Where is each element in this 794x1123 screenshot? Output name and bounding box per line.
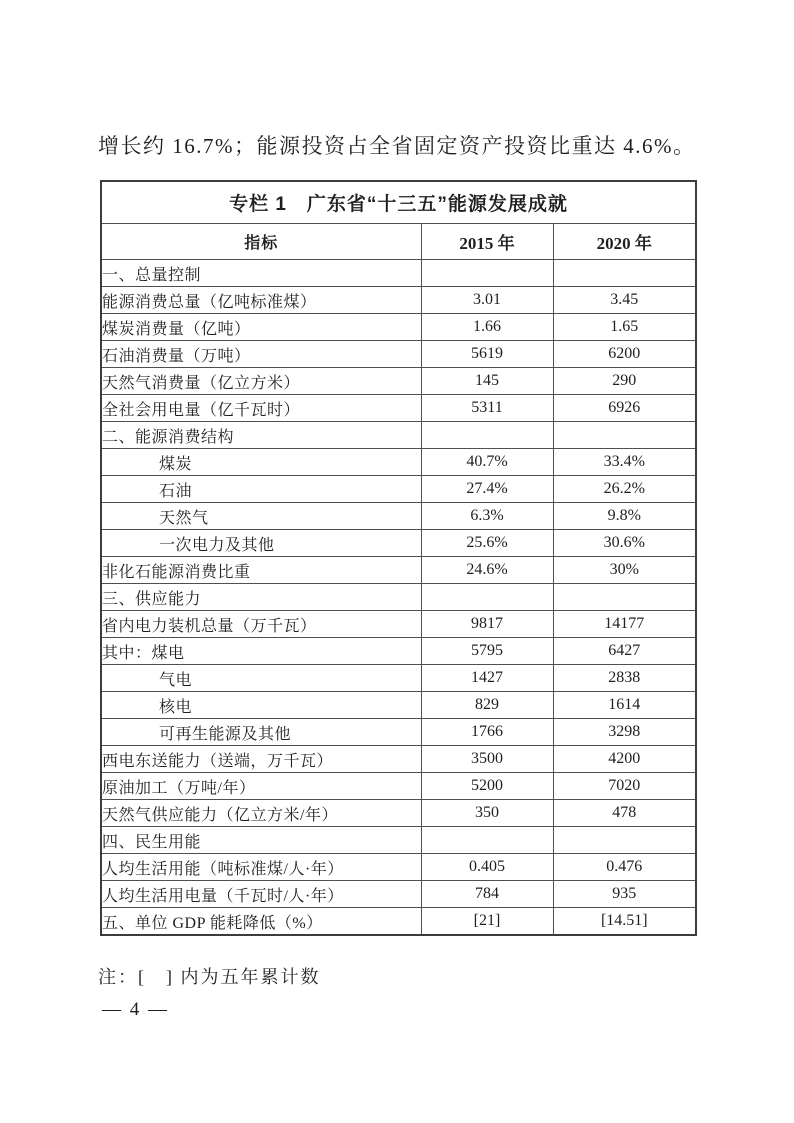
indicator-cell: 非化石能源消费比重 <box>101 557 421 584</box>
value-2020-cell: 0.476 <box>553 854 696 881</box>
indicator-cell: 核电 <box>101 692 421 719</box>
table-row <box>101 476 696 503</box>
column-header-indicator: 指标 <box>101 224 421 260</box>
value-2020-cell: 3298 <box>553 719 696 746</box>
value-2020-cell: 26.2% <box>553 476 696 503</box>
value-2020-cell: 6427 <box>553 638 696 665</box>
table-row <box>101 287 696 314</box>
indicator-cell: 石油消费量（万吨） <box>101 341 421 368</box>
value-2020-cell: 6200 <box>553 341 696 368</box>
indicator-cell: 天然气供应能力（亿立方米/年） <box>101 800 421 827</box>
table-row <box>101 665 696 692</box>
column-header-2015: 2015 年 <box>421 224 553 260</box>
value-2015-cell: 3500 <box>421 746 553 773</box>
value-2015-cell <box>421 584 553 611</box>
value-2020-cell: 3.45 <box>553 287 696 314</box>
table-row <box>101 557 696 584</box>
table-body <box>101 260 696 936</box>
indicator-cell: 三、供应能力 <box>101 584 421 611</box>
table-footnote: 注：[ ] 内为五年累计数 <box>98 967 321 987</box>
indicator-cell: 一次电力及其他 <box>101 530 421 557</box>
intro-paragraph: 增长约 16.7%；能源投资占全省固定资产投资比重达 4.6%。 <box>98 134 696 158</box>
value-2020-cell: 7020 <box>553 773 696 800</box>
value-2015-cell <box>421 422 553 449</box>
value-2020-cell: 30.6% <box>553 530 696 557</box>
indicator-cell: 石油 <box>101 476 421 503</box>
page-number: — 4 — <box>102 999 169 1020</box>
table-row <box>101 530 696 557</box>
value-2020-cell: 4200 <box>553 746 696 773</box>
value-2015-cell: 24.6% <box>421 557 553 584</box>
value-2015-cell: 25.6% <box>421 530 553 557</box>
table-row <box>101 395 696 422</box>
value-2020-cell: 2838 <box>553 665 696 692</box>
indicator-cell: 煤炭 <box>101 449 421 476</box>
value-2015-cell: 829 <box>421 692 553 719</box>
table-row <box>101 314 696 341</box>
value-2015-cell: 1427 <box>421 665 553 692</box>
value-2020-cell: 290 <box>553 368 696 395</box>
table-row <box>101 854 696 881</box>
table-row <box>101 827 696 854</box>
table-row <box>101 341 696 368</box>
indicator-cell: 原油加工（万吨/年） <box>101 773 421 800</box>
value-2015-cell: 1766 <box>421 719 553 746</box>
value-2020-cell <box>553 584 696 611</box>
table-row <box>101 692 696 719</box>
table-row <box>101 368 696 395</box>
table-row <box>101 611 696 638</box>
indicator-cell: 二、能源消费结构 <box>101 422 421 449</box>
value-2015-cell: 9817 <box>421 611 553 638</box>
value-2015-cell: 5619 <box>421 341 553 368</box>
indicator-cell: 一、总量控制 <box>101 260 421 287</box>
table-row <box>101 422 696 449</box>
indicator-cell: 人均生活用电量（千瓦时/人·年） <box>101 881 421 908</box>
table-row <box>101 584 696 611</box>
indicator-cell: 煤炭消费量（亿吨） <box>101 314 421 341</box>
indicator-cell: 天然气 <box>101 503 421 530</box>
indicator-cell: 能源消费总量（亿吨标准煤） <box>101 287 421 314</box>
value-2020-cell: 1.65 <box>553 314 696 341</box>
value-2015-cell: 145 <box>421 368 553 395</box>
value-2020-cell: [14.51] <box>553 908 696 936</box>
table-row <box>101 773 696 800</box>
value-2015-cell <box>421 827 553 854</box>
indicator-cell: 气电 <box>101 665 421 692</box>
value-2015-cell: [21] <box>421 908 553 936</box>
table-row <box>101 800 696 827</box>
table-row <box>101 881 696 908</box>
value-2020-cell <box>553 260 696 287</box>
value-2015-cell: 40.7% <box>421 449 553 476</box>
indicator-cell: 四、民生用能 <box>101 827 421 854</box>
table-title: 专栏 1 广东省“十三五”能源发展成就 <box>101 181 696 224</box>
value-2015-cell: 350 <box>421 800 553 827</box>
value-2015-cell: 0.405 <box>421 854 553 881</box>
value-2020-cell <box>553 422 696 449</box>
value-2020-cell: 478 <box>553 800 696 827</box>
table-row <box>101 449 696 476</box>
value-2020-cell <box>553 827 696 854</box>
indicator-cell: 人均生活用能（吨标准煤/人·年） <box>101 854 421 881</box>
value-2015-cell <box>421 260 553 287</box>
value-2015-cell: 27.4% <box>421 476 553 503</box>
indicator-cell: 其中：煤电 <box>101 638 421 665</box>
value-2015-cell: 5200 <box>421 773 553 800</box>
indicator-cell: 五、单位 GDP 能耗降低（%） <box>101 908 421 936</box>
value-2020-cell: 1614 <box>553 692 696 719</box>
value-2015-cell: 3.01 <box>421 287 553 314</box>
value-2020-cell: 935 <box>553 881 696 908</box>
value-2015-cell: 6.3% <box>421 503 553 530</box>
indicator-cell: 西电东送能力（送端，万千瓦） <box>101 746 421 773</box>
indicator-cell: 可再生能源及其他 <box>101 719 421 746</box>
value-2015-cell: 5311 <box>421 395 553 422</box>
energy-achievements-table <box>100 180 697 936</box>
indicator-cell: 天然气消费量（亿立方米） <box>101 368 421 395</box>
value-2015-cell: 5795 <box>421 638 553 665</box>
indicator-cell: 省内电力装机总量（万千瓦） <box>101 611 421 638</box>
column-header-2020: 2020 年 <box>553 224 696 260</box>
value-2015-cell: 784 <box>421 881 553 908</box>
value-2020-cell: 33.4% <box>553 449 696 476</box>
value-2015-cell: 1.66 <box>421 314 553 341</box>
table-row <box>101 260 696 287</box>
table-title-row <box>101 181 696 224</box>
table-row <box>101 746 696 773</box>
value-2020-cell: 14177 <box>553 611 696 638</box>
value-2020-cell: 9.8% <box>553 503 696 530</box>
indicator-cell: 全社会用电量（亿千瓦时） <box>101 395 421 422</box>
value-2020-cell: 30% <box>553 557 696 584</box>
table-row <box>101 908 696 936</box>
table-header-row <box>101 224 696 260</box>
table-row <box>101 638 696 665</box>
value-2020-cell: 6926 <box>553 395 696 422</box>
table-row <box>101 719 696 746</box>
table-row <box>101 503 696 530</box>
